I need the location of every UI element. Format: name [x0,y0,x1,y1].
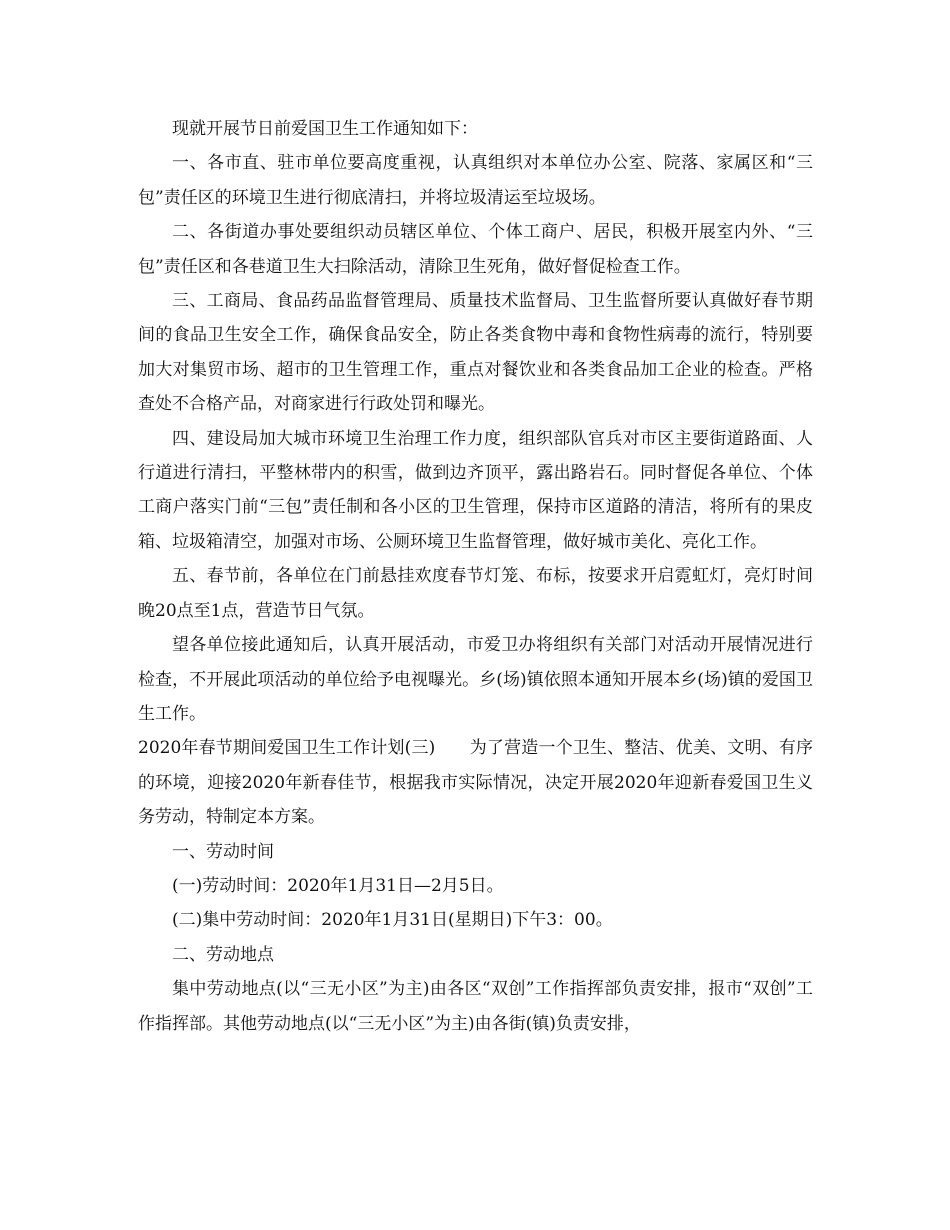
section-heading-location: 二、劳动地点 [172,944,274,965]
paragraph-plan-heading: 2020年春节期间爱国卫生工作计划(三) 为了营造一个卫生、整洁、优美、文明、有序的环境，迎接2020年新春佳节，根据我市实际情况，决定开展2020年迎新春爱国卫生义务劳动，特制定本方案。 [138,738,813,828]
document-body [138,112,813,1041]
paragraph-time-2: (二)集中劳动时间：2020年1月31日(星期日)下午3：00。 [172,910,613,931]
paragraph-item-5: 五、春节前，各单位在门前悬挂欢度春节灯笼、布标，按要求开启霓虹灯，亮灯时间晚20点至1点，营造节日气氛。 [138,566,813,621]
paragraph-intro: 现就开展节日前爱国卫生工作通知如下： [172,119,478,139]
paragraph-time-1: (一)劳动时间：2020年1月31日—2月5日。 [172,875,504,896]
paragraph-item-1: 一、各市直、驻市单位要高度重视，认真组织对本单位办公室、院落、家属区和“三包”责任区的环境卫生进行彻底清扫，并将垃圾清运至垃圾场。 [138,153,813,208]
paragraph-location: 集中劳动地点(以“三无小区”为主)由各区“双创”工作指挥部负责安排，报市“双创”工作指挥部。其他劳动地点(以“三无小区”为主)由各街(镇)负责安排， [138,979,813,1034]
section-heading-time: 一、劳动时间 [172,841,274,862]
paragraph-item-2: 二、各街道办事处要组织动员辖区单位、个体工商户、居民，积极开展室内外、“三包”责任区和各巷道卫生大扫除活动，清除卫生死角，做好督促检查工作。 [138,222,813,277]
paragraph-closing: 望各单位接此通知后，认真开展活动，市爱卫办将组织有关部门对活动开展情况进行检查，不开展此项活动的单位给予电视曝光。乡(场)镇依照本通知开展本乡(场)镇的爱国卫生工作。 [138,635,813,724]
paragraph-item-3: 三、工商局、食品药品监督管理局、质量技术监督局、卫生监督所要认真做好春节期间的食品卫生安全工作，确保食品安全，防止各类食物中毒和食物性病毒的流行，特别要加大对集贸市场、超市的卫生管理工作，重点对餐饮业和各类食品加工企业的检查。严格查处不合格产品，对商家进行行政处罚和曝光。 [138,291,813,415]
paragraph-item-4: 四、建设局加大城市环境卫生治理工作力度，组织部队官兵对市区主要街道路面、人行道进行清扫，平整林带内的积雪，做到边齐顶平，露出路岩石。同时督促各单位、个体工商户落实门前“三包”责任制和各小区的卫生管理，保持市区道路的清洁，将所有的果皮箱、垃圾箱清空，加强对市场、公厕环境卫生监督管理，做好城市美化、亮化工作。 [138,428,813,552]
